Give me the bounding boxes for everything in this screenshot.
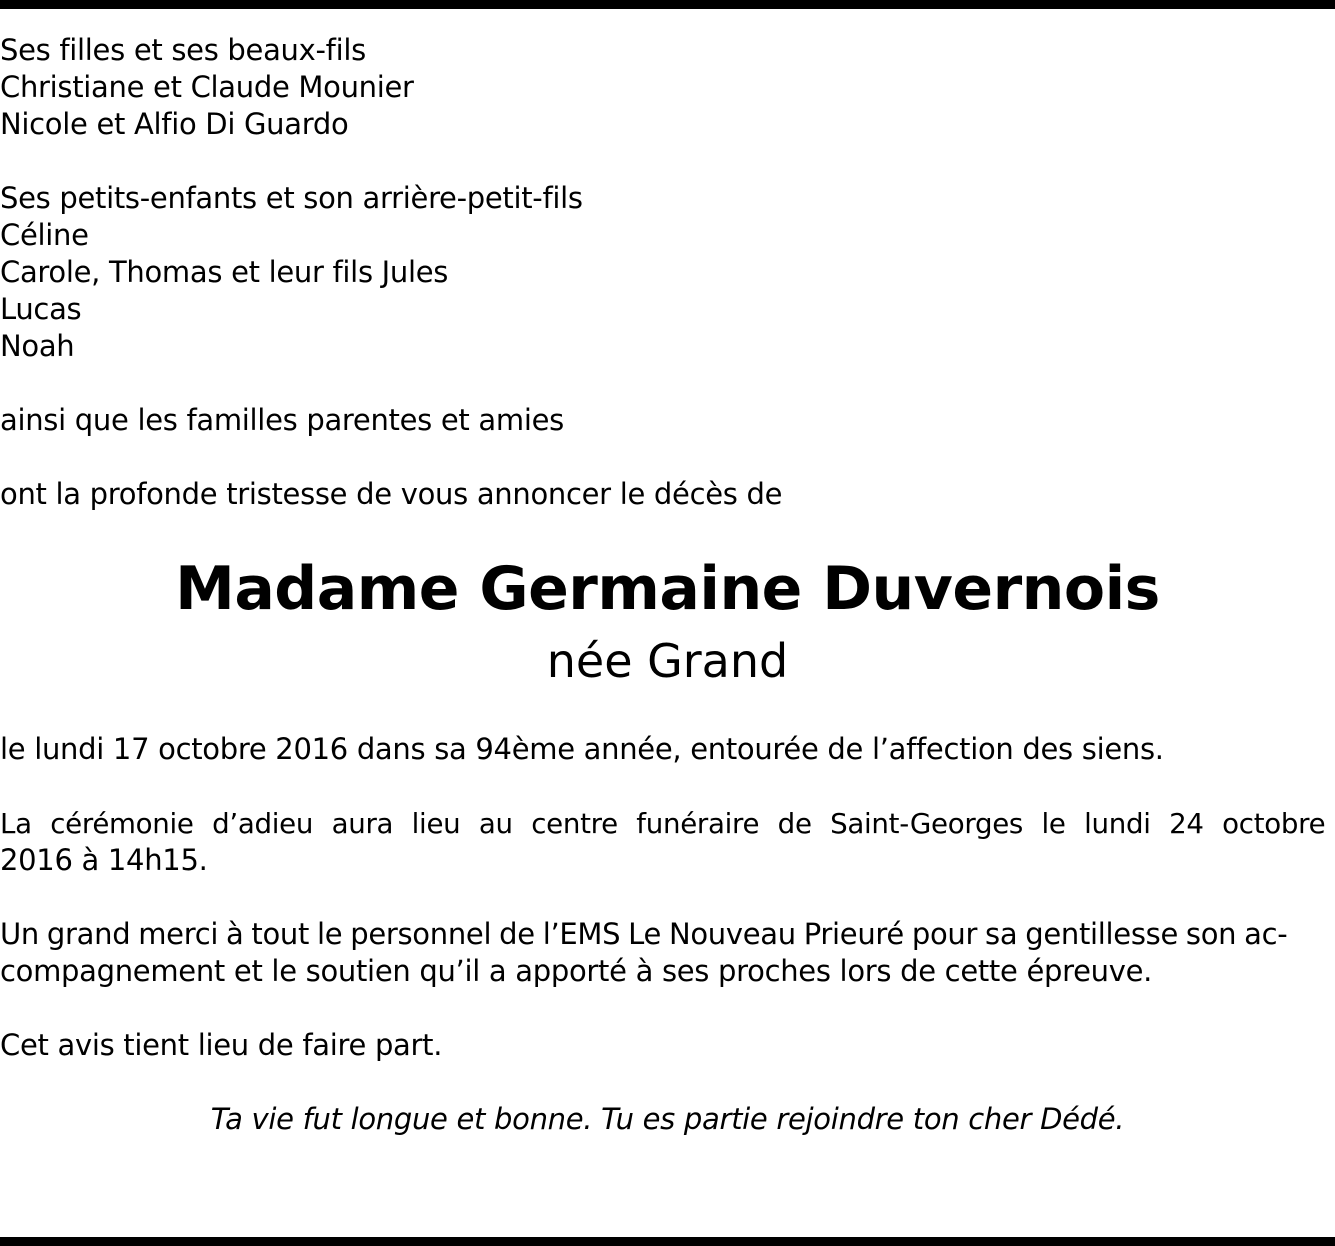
deceased-block	[0, 549, 1335, 689]
spacer	[0, 365, 1335, 402]
notice-text: Cet avis tient lieu de faire part.	[0, 1028, 443, 1062]
deceased-name: Madame Germaine Duvernois	[175, 554, 1160, 624]
grandchild-name: Lucas	[0, 292, 82, 326]
relatives-line	[0, 402, 1335, 439]
death-details	[0, 731, 1335, 768]
ceremony-details	[0, 805, 1335, 879]
obituary-notice	[0, 32, 1335, 1138]
spacer	[0, 990, 1335, 1027]
daughter-couple: Nicole et Alfio Di Guardo	[0, 107, 349, 141]
grandchild-name: Carole, Thomas et leur fils Jules	[0, 255, 449, 289]
ceremony-text-line-2: 2016 à 14h15.	[0, 843, 208, 877]
thanks-text-line-1: Un grand merci à tout le personnel de l’EMS Le Nouveau Prieuré pour sa gentillesse son ac-	[0, 917, 1288, 951]
thanks-text-line-2: compagnement et le soutien qu’il a apporté à ses proches lors de cette épreuve.	[0, 954, 1153, 988]
grandchild-name: Noah	[0, 329, 75, 363]
grandchildren-heading: Ses petits-enfants et son arrière-petit-fils	[0, 181, 583, 215]
daughters-heading: Ses filles et ses beaux-fils	[0, 33, 366, 67]
spacer	[0, 768, 1335, 805]
top-border-rule	[0, 0, 1335, 9]
ceremony-text-line-1: La cérémonie d’adieu aura lieu au centre funéraire de Saint-Georges le lundi 24 octobre	[0, 807, 1326, 840]
bottom-border-rule	[0, 1237, 1335, 1246]
maiden-name: née Grand	[546, 634, 789, 688]
grandchild-name: Céline	[0, 218, 89, 252]
spacer	[0, 143, 1335, 180]
daughters-section	[0, 32, 1335, 143]
notice-line	[0, 1027, 1335, 1064]
epitaph: Ta vie fut longue et bonne. Tu es partie rejoindre ton cher Dédé.	[210, 1102, 1125, 1136]
daughter-couple: Christiane et Claude Mounier	[0, 70, 414, 104]
announcement-text: ont la profonde tristesse de vous annoncer le décès de	[0, 477, 783, 511]
spacer	[0, 439, 1335, 476]
spacer	[0, 879, 1335, 916]
grandchildren-section	[0, 180, 1335, 365]
relatives-text: ainsi que les familles parentes et amies	[0, 403, 564, 437]
spacer	[0, 1064, 1335, 1101]
announcement-line	[0, 476, 1335, 513]
spacer	[0, 689, 1335, 731]
death-text: le lundi 17 octobre 2016 dans sa 94ème année, entourée de l’affection des siens.	[0, 732, 1164, 766]
thanks-details	[0, 916, 1335, 990]
